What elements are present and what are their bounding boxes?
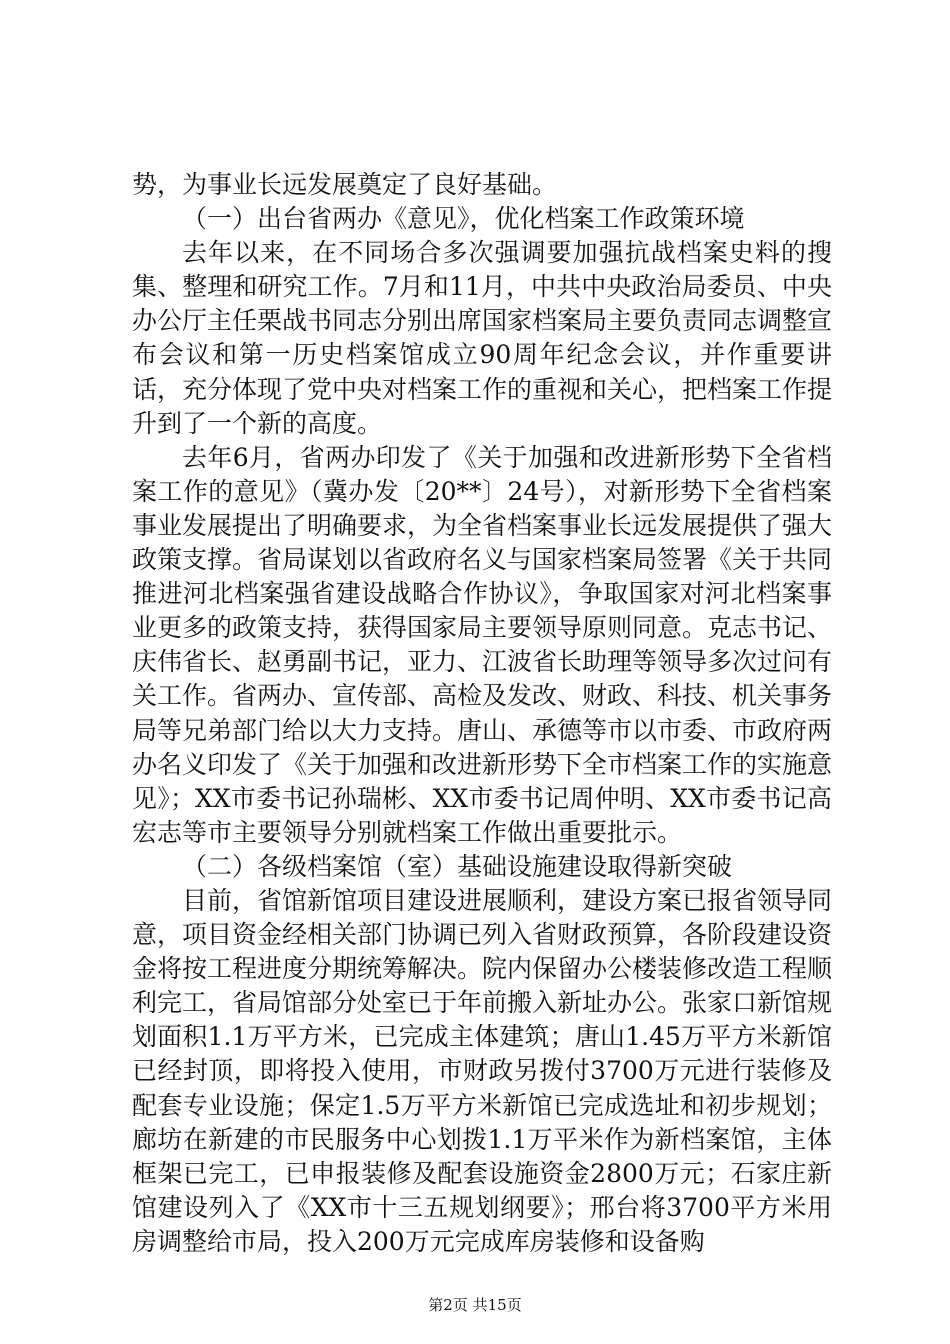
document-body [132, 168, 832, 1259]
paragraph-body: 去年以来，在不同场合多次强调要加强抗战档案史料的搜集、整理和研究工作。7月和11月，中共中央政治局委员、中央办公厅主任栗战书同志分别出席国家档案局主要负责同志调整宣布会议和第一历史档案馆成立90周年纪念会议，并作重要讲话，充分体现了党中央对档案工作的重视和关心，把档案工作提升到了一个新的高度。 [132, 238, 833, 438]
paragraph-body: 目前，省馆新馆项目建设进展顺利，建设方案已报省领导同意，项目资金经相关部门协调已列入省财政预算，各阶段建设资金将按工程进度分期统筹解决。院内保留办公楼装修改造工程顺利完工，省局馆部分处室已于年前搬入新址办公。张家口新馆规划面积1.1万平方米，已完成主体建筑；唐山1.45万平方米新馆已经封顶，即将投入使用，市财政另拨付3700万元进行装修及配套专业设施；保定1.5万平方米新馆已完成选址和初步规划；廊坊在新建的市民服务中心划拨1.1万平米作为新档案馆，主体框架已完工，已申报装修及配套设施资金2800万元；石家庄新馆建设列入了《XX市十三五规划纲要》；邢台将3700平方米用房调整给市局，投入200万元完成库房装修和设备购 [132, 885, 833, 1256]
paragraph-body: 去年6月，省两办印发了《关于加强和改进新形势下全省档案工作的意见》（冀办发〔20**〕24号），对新形势下全省档案事业发展提出了明确要求，为全省档案事业长远发展提供了强大政策支撑。省局谋划以省政府名义与国家档案局签署《关于共同推进河北档案强省建设战略合作协议》，争取国家对河北档案事业更多的政策支持，获得国家局主要领导原则同意。克志书记、庆伟省长、赵勇副书记，亚力、江波省长助理等领导多次过问有关工作。省两办、宣传部、高检及发改、财政、科技、机关事务局等兄弟部门给以大力支持。唐山、承德等市以市委、市政府两办名义印发了《关于加强和改进新形势下全市档案工作的实施意见》；XX市委书记孙瑞彬、XX市委书记周仲明、XX市委书记高宏志等市主要领导分别就档案工作做出重要批示。 [132, 442, 833, 847]
section-heading-2: （二）各级档案馆（室）基础设施建设取得新突破 [182, 851, 733, 881]
section-heading-1: （一）出台省两办《意见》，优化档案工作政策环境 [182, 204, 745, 234]
paragraph-continuation: 势，为事业长远发展奠定了良好基础。 [132, 170, 558, 199]
page-footer: 第2页 共15页 [428, 1296, 522, 1314]
